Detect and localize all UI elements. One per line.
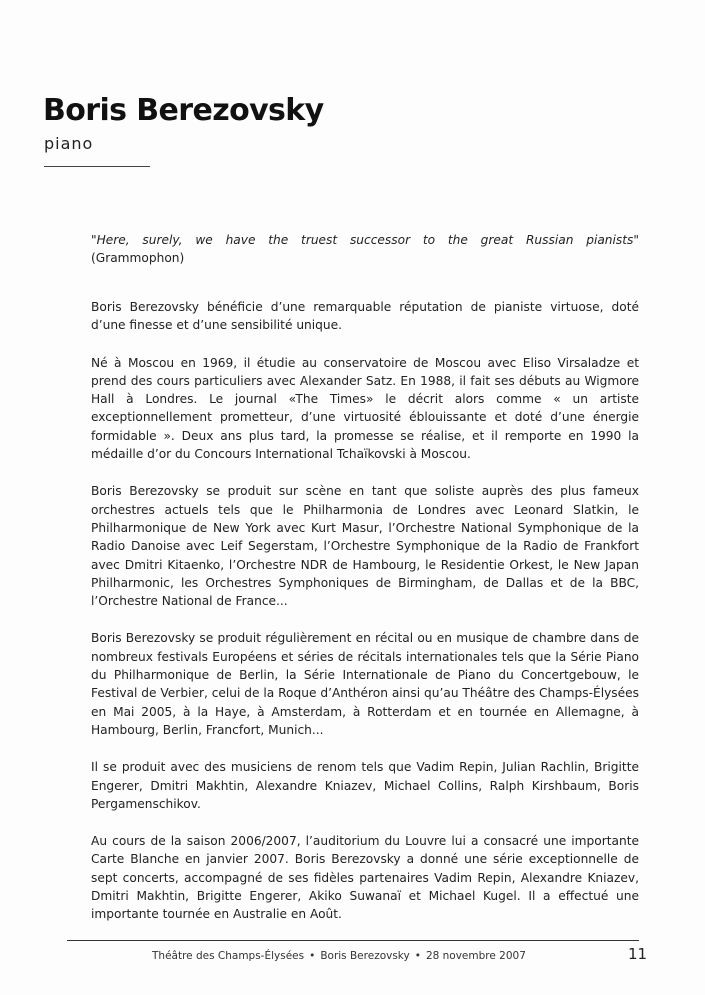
bio-paragraph: Boris Berezovsky se produit régulièrement en récital ou en musique de chambre dans de nombreux festivals Européens et séries de récitals internationales tels que la Série Piano du Philharmonique de Berlin, la Série Internationale de Piano du Concertgebouw, le Festival de Verbier, celui de la Roque d’Anthéron ainsi qu’au Théâtre des Champs-Élysées en Mai 2005, à la Haye, à Amsterdam, à Rotterdam et en tournée en Allemagne, à Hambourg, Berlin, Francfort, Munich...: [91, 631, 639, 737]
bio-paragraph: Boris Berezovsky se produit sur scène en tant que soliste auprès des plus fameux orchestres actuels tels que le Philharmonia de Londres avec Leonard Slatkin, le Philharmonique de New York avec Kurt Masur, l’Orchestre National Symphonique de la Radio Danoise avec Leif Segerstam, l’Orchestre Symphonique de la Radio de Frankfort avec Dmitri Kitaenko, l’Orchestre NDR de Hambourg, le Residentie Orkest, le New Japan Philharmonic, les Orchestres Symphoniques de Birmingham, de Dallas et de la BBC, l’Orchestre National de France...: [91, 484, 639, 609]
footer-separator: •: [309, 950, 316, 962]
footer-divider: [67, 940, 639, 941]
footer-separator: •: [414, 950, 421, 962]
footer-venue: Théâtre des Champs-Élysées: [152, 950, 305, 962]
quote-text: "Here, surely, we have the truest successor to the great Russian pianists": [91, 233, 639, 247]
page-number: 11: [628, 945, 648, 963]
title-divider: [44, 166, 150, 167]
press-quote: [91, 231, 639, 267]
artist-name-heading: Boris Berezovsky: [43, 93, 324, 128]
quote-source: (Grammophon): [91, 251, 185, 265]
bio-paragraph: Il se produit avec des musiciens de renom tels que Vadim Repin, Julian Rachlin, Brigitte Engerer, Dmitri Makhtin, Alexandre Kniazev, Michael Collins, Ralph Kirshbaum, Boris Pergamenschikov.: [91, 760, 639, 811]
footer-artist: Boris Berezovsky: [320, 950, 410, 962]
instrument-label: piano: [44, 134, 94, 153]
footer-date: 28 novembre 2007: [425, 950, 526, 962]
biography: [91, 298, 639, 943]
page-footer: [152, 950, 526, 962]
bio-paragraph: Au cours de la saison 2006/2007, l’auditorium du Louvre lui a consacré une importante Carte Blanche en janvier 2007. Boris Berezovsky a donné une série exceptionnelle de sept concerts, accompagné de ses fidèles partenaires Vadim Repin, Alexandre Kniazev, Dmitri Makhtin, Brigitte Engerer, Akiko Suwanaï et Michael Kugel. Il a effectué une importante tournée en Australie en Août.: [91, 834, 639, 922]
bio-paragraph: Né à Moscou en 1969, il étudie au conservatoire de Moscou avec Eliso Virsaladze et prend des cours particuliers avec Alexander Satz. En 1988, il fait ses débuts au Wigmore Hall à Londres. Le journal «The Times» le décrit alors comme « un artiste exceptionnellement prometteur, d’une virtuosité éblouissante et doté d’une énergie formidable ». Deux ans plus tard, la promesse se réalise, et il remporte en 1990 la médaille d’or du Concours International Tchaïkovski à Moscou.: [91, 355, 639, 462]
bio-paragraph: Boris Berezovsky bénéficie d’une remarquable réputation de pianiste virtuose, doté d’une finesse et d’une sensibilité unique.: [91, 300, 639, 333]
